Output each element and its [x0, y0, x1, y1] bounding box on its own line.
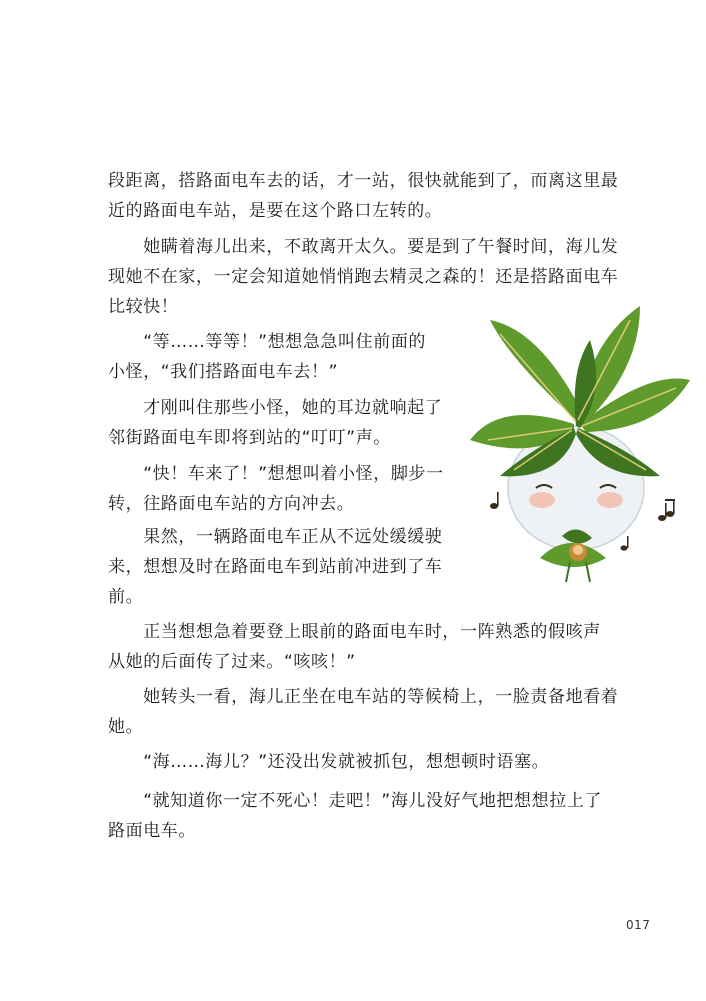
paragraph-6 — [108, 522, 442, 612]
paragraph-5 — [108, 459, 444, 519]
music-note-icon — [658, 499, 675, 521]
leaf-sprite-illustration — [470, 300, 695, 590]
text-line: 前。 — [108, 587, 144, 607]
text-line: “快！车来了！”想想叫着小怪，脚步一 — [108, 464, 444, 484]
text-line: 邻街路面电车即将到站的“叮叮”声。 — [108, 428, 391, 448]
text-line: 才刚叫住那些小怪，她的耳边就响起了 — [108, 398, 443, 418]
text-line: “就知道你一定不死心！走吧！”海儿没好气地把想想拉上了 — [108, 791, 603, 811]
text-line: 她。 — [108, 717, 144, 737]
text-line: 她转头一看，海儿正坐在电车站的等候椅上，一脸责备地看着 — [108, 687, 619, 707]
text-line: 小怪，“我们搭路面电车去！” — [108, 362, 339, 382]
text-line: “海……海儿？”还没出发就被抓包，想想顿时语塞。 — [108, 752, 550, 772]
text-line: 路面电车。 — [108, 821, 196, 841]
page-number: 017 — [626, 918, 651, 932]
text-line: 她瞒着海儿出来，不敢离开太久。要是到了午餐时间，海儿发 — [108, 237, 619, 257]
text-line: 从她的后面传了过来。“咳咳！” — [108, 652, 356, 672]
text-line: 果然，一辆路面电车正从不远处缓缓驶 — [108, 527, 443, 547]
paragraph-3 — [108, 327, 426, 387]
music-note-icon — [490, 492, 499, 509]
paragraph-4 — [108, 393, 442, 453]
text-line: 转，往路面电车站的方向冲去。 — [108, 494, 355, 514]
paragraph-1 — [108, 166, 618, 226]
text-line: 正当想想急着要登上眼前的路面电车时，一阵熟悉的假咳声 — [108, 622, 601, 642]
blush-right — [597, 492, 623, 508]
text-line: 现她不在家，一定会知道她悄悄跑去精灵之森的！还是搭路面电车 — [108, 267, 619, 287]
paragraph-7 — [108, 617, 601, 677]
text-line: 段距离，搭路面电车去的话，才一站，很快就能到了，而离这里最 — [108, 171, 619, 191]
text-line: “等……等等！”想想急急叫住前面的 — [108, 332, 427, 352]
text-line: 来，想想及时在路面电车到站前冲进到了车 — [108, 557, 443, 577]
music-note-icon — [621, 536, 629, 551]
paragraph-9 — [108, 747, 549, 777]
paragraph-10 — [108, 786, 602, 846]
blush-left — [529, 492, 555, 508]
paragraph-8 — [108, 682, 618, 742]
text-line: 比较快！ — [108, 297, 179, 317]
text-line: 近的路面电车站，是要在这个路口左转的。 — [108, 201, 443, 221]
